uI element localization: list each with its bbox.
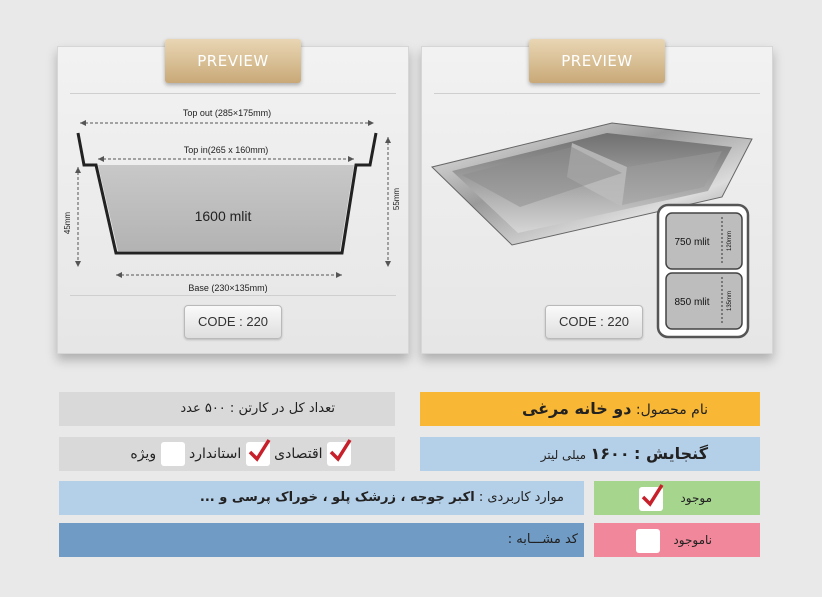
carton-count-text: تعداد کل در کارتن : ۵۰۰ عدد xyxy=(180,401,335,416)
economy-checkbox[interactable] xyxy=(327,442,351,466)
right-height-label: 55mm xyxy=(392,187,401,211)
compartment-top-label: 750 mlit xyxy=(674,237,710,248)
left-height-label: 45mm xyxy=(63,211,72,235)
top-in-label: Top in(265 x 160mm) xyxy=(183,145,269,155)
product-name-label: نام محصول: xyxy=(635,402,708,418)
compartment-bottom-label: 850 mlit xyxy=(674,297,710,308)
preview-tab[interactable]: PREVIEW xyxy=(529,39,665,83)
available-box xyxy=(594,481,760,515)
standard-checkbox[interactable] xyxy=(246,442,270,466)
capacity-value: ۱۶۰۰ xyxy=(590,444,630,463)
product-name-box xyxy=(420,392,760,426)
similar-code-box xyxy=(59,523,584,557)
similar-code-label: کد مشـــابه : xyxy=(507,532,578,547)
carton-count-box xyxy=(59,392,395,426)
uses-label: موارد کاربردی : xyxy=(478,490,564,505)
left-preview-panel xyxy=(57,46,409,354)
compartment-top-dim: 120mm xyxy=(727,230,733,252)
uses-value: اکبر جوجه ، زرشک پلو ، خوراک پرسی و ... xyxy=(199,490,475,505)
capacity-label: گنجایش : xyxy=(634,444,708,463)
unavailable-label: ناموجود xyxy=(673,533,712,547)
check-icon xyxy=(247,438,271,464)
top-out-label: Top out (285×175mm) xyxy=(182,108,272,118)
economy-label: اقتصادی xyxy=(274,446,323,462)
uses-box xyxy=(59,481,584,515)
special-label: ویژه xyxy=(130,446,157,462)
compartment-bottom-dim: 135mm xyxy=(727,290,733,312)
capacity-unit: میلی لیتر xyxy=(540,448,587,462)
check-icon xyxy=(640,483,664,509)
available-label: موجود xyxy=(680,491,712,505)
grade-box xyxy=(59,437,395,471)
right-preview-panel xyxy=(421,46,773,354)
special-checkbox[interactable] xyxy=(161,442,185,466)
base-label: Base (230×135mm) xyxy=(188,283,268,293)
unavailable-checkbox[interactable] xyxy=(636,529,660,553)
unavailable-box xyxy=(594,523,760,557)
code-button[interactable]: CODE : 220 xyxy=(184,305,282,339)
capacity-label: 1600 mlit xyxy=(194,208,252,224)
available-checkbox[interactable] xyxy=(639,487,663,511)
code-button[interactable]: CODE : 220 xyxy=(545,305,643,339)
preview-tab[interactable]: PREVIEW xyxy=(165,39,301,83)
standard-label: استاندارد xyxy=(188,446,242,462)
capacity-box xyxy=(420,437,760,471)
check-icon xyxy=(328,438,352,464)
product-name-value: دو خانه مرغی xyxy=(521,399,632,418)
